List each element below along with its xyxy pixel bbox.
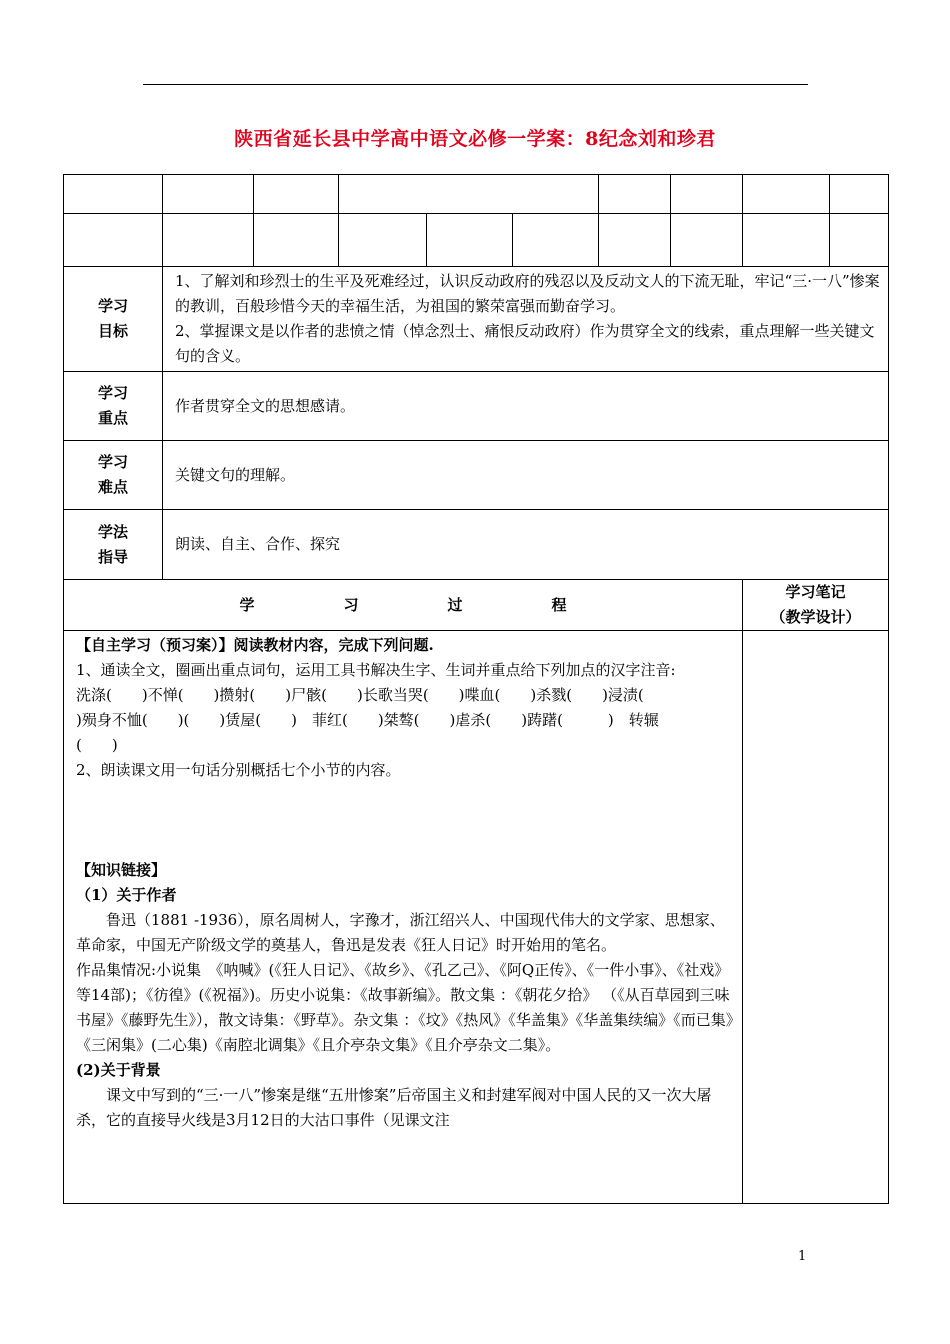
blank-cell <box>339 175 599 214</box>
key-points-row <box>64 372 889 441</box>
header-rule <box>143 84 808 85</box>
page-title: 陕西省延长县中学高中语文必修一学案：8纪念刘和珍君 <box>234 128 716 150</box>
methods-label: 学法 指导 <box>64 510 163 580</box>
methods-row <box>64 510 889 580</box>
author-text: 鲁迅（1881 -1936），原名周树人，字豫才，浙江绍兴人、中国现代伟大的文学家、思想家、革命家，中国无产阶级文学的奠基人，鲁迅是发表《狂人日记》时开始用的笔名。 <box>76 911 725 954</box>
blank-cell <box>599 214 671 267</box>
blank-cell <box>671 175 743 214</box>
difficulties-text: 关键文句的理解。 <box>163 441 889 510</box>
blank-cell <box>513 214 599 267</box>
pinyin-line-1: 洗涤( )不惮( )攒射( )尸骸( )长歌当哭( )喋血( )杀戮( )浸渍( <box>76 686 644 704</box>
header-blank-row-1 <box>64 175 889 214</box>
methods-text: 朗读、自主、合作、探究 <box>163 510 889 580</box>
difficulties-row <box>64 441 889 510</box>
blank-cell <box>671 214 743 267</box>
question-2: 2、朗读课文用一句话分别概括七个小节的内容。 <box>76 761 401 779</box>
blank-cell <box>830 175 889 214</box>
objectives-text: 1、了解刘和珍烈士的生平及死难经过，认识反动政府的残忍以及反动文人的下流无耻，牢记“三·一八”惨案的教训，百般珍惜今天的幸福生活，为祖国的繁荣富强而勤奋学习。 2、掌握课文是以作者的悲愤之情（悼念烈士、痛恨反动政府）作为贯穿全文的线索，重点理解一些关键文句的含义。 <box>163 267 889 372</box>
process-content <box>64 631 743 1204</box>
pinyin-line-3: ( ) <box>76 736 118 754</box>
blank-cell <box>163 214 254 267</box>
page-number: 1 <box>798 1249 807 1264</box>
process-header-row <box>64 580 889 631</box>
blank-cell <box>64 214 163 267</box>
difficulties-label: 学习 难点 <box>64 441 163 510</box>
pinyin-line-2: )殒身不恤( )( )赁屋( ) 菲红( )桀骜( )虐杀( )踌躇( ) 转辗 <box>76 711 659 729</box>
background-heading: (2)关于背景 <box>76 1061 161 1079</box>
process-title: 学 习 过 程 <box>64 580 743 631</box>
blank-cell <box>254 214 339 267</box>
process-content-row <box>64 631 889 1204</box>
blank-cell <box>427 214 513 267</box>
blank-cell <box>64 175 163 214</box>
works-text: 作品集情况:小说集 《呐喊》(《狂人日记》、《故乡》、《孔乙己》、《阿Q正传》、《一件小事》、《社戏》等14部)；《彷徨》(《祝福》)。历史小说集：《故事新编》。散文集 ：《朝花夕拾》 （《从百草园到三味书屋》《藤野先生》），散文诗集：《野草》。杂文集 ：《坟》《热风》《华盖集》《华盖集续编》《而已集》《三闲集》(二心集)《南腔北调集》《且介亭杂文集》《且介亭杂文二集》。 <box>76 961 734 1054</box>
self-study-heading: 【自主学习（预习案）】阅读教材内容，完成下列问题. <box>76 636 434 654</box>
blank-cell <box>339 214 427 267</box>
blank-cell <box>163 175 254 214</box>
knowledge-heading: 【知识链接】 <box>76 861 167 879</box>
key-points-label: 学习 重点 <box>64 372 163 441</box>
notes-column <box>743 631 889 1204</box>
author-heading: （1）关于作者 <box>76 886 177 904</box>
blank-cell <box>599 175 671 214</box>
objectives-row <box>64 267 889 372</box>
blank-cell <box>743 214 830 267</box>
key-points-text: 作者贯穿全文的思想感请。 <box>163 372 889 441</box>
notes-header: 学习笔记 （教学设计） <box>743 580 889 631</box>
lesson-plan-table <box>63 174 889 1204</box>
background-text: 课文中写到的“三·一八”惨案是继“五卅惨案”后帝国主义和封建军阀对中国人民的又一次大屠杀，它的直接导火线是3月12日的大沽口事件（见课文注 <box>76 1086 712 1129</box>
blank-cell <box>743 175 830 214</box>
objectives-label: 学习 目标 <box>64 267 163 372</box>
question-1: 1、通读全文，圈画出重点词句，运用工具书解决生字、生词并重点给下列加点的汉字注音: <box>76 661 676 679</box>
blank-cell <box>830 214 889 267</box>
blank-cell <box>254 175 339 214</box>
header-blank-row-2 <box>64 214 889 267</box>
